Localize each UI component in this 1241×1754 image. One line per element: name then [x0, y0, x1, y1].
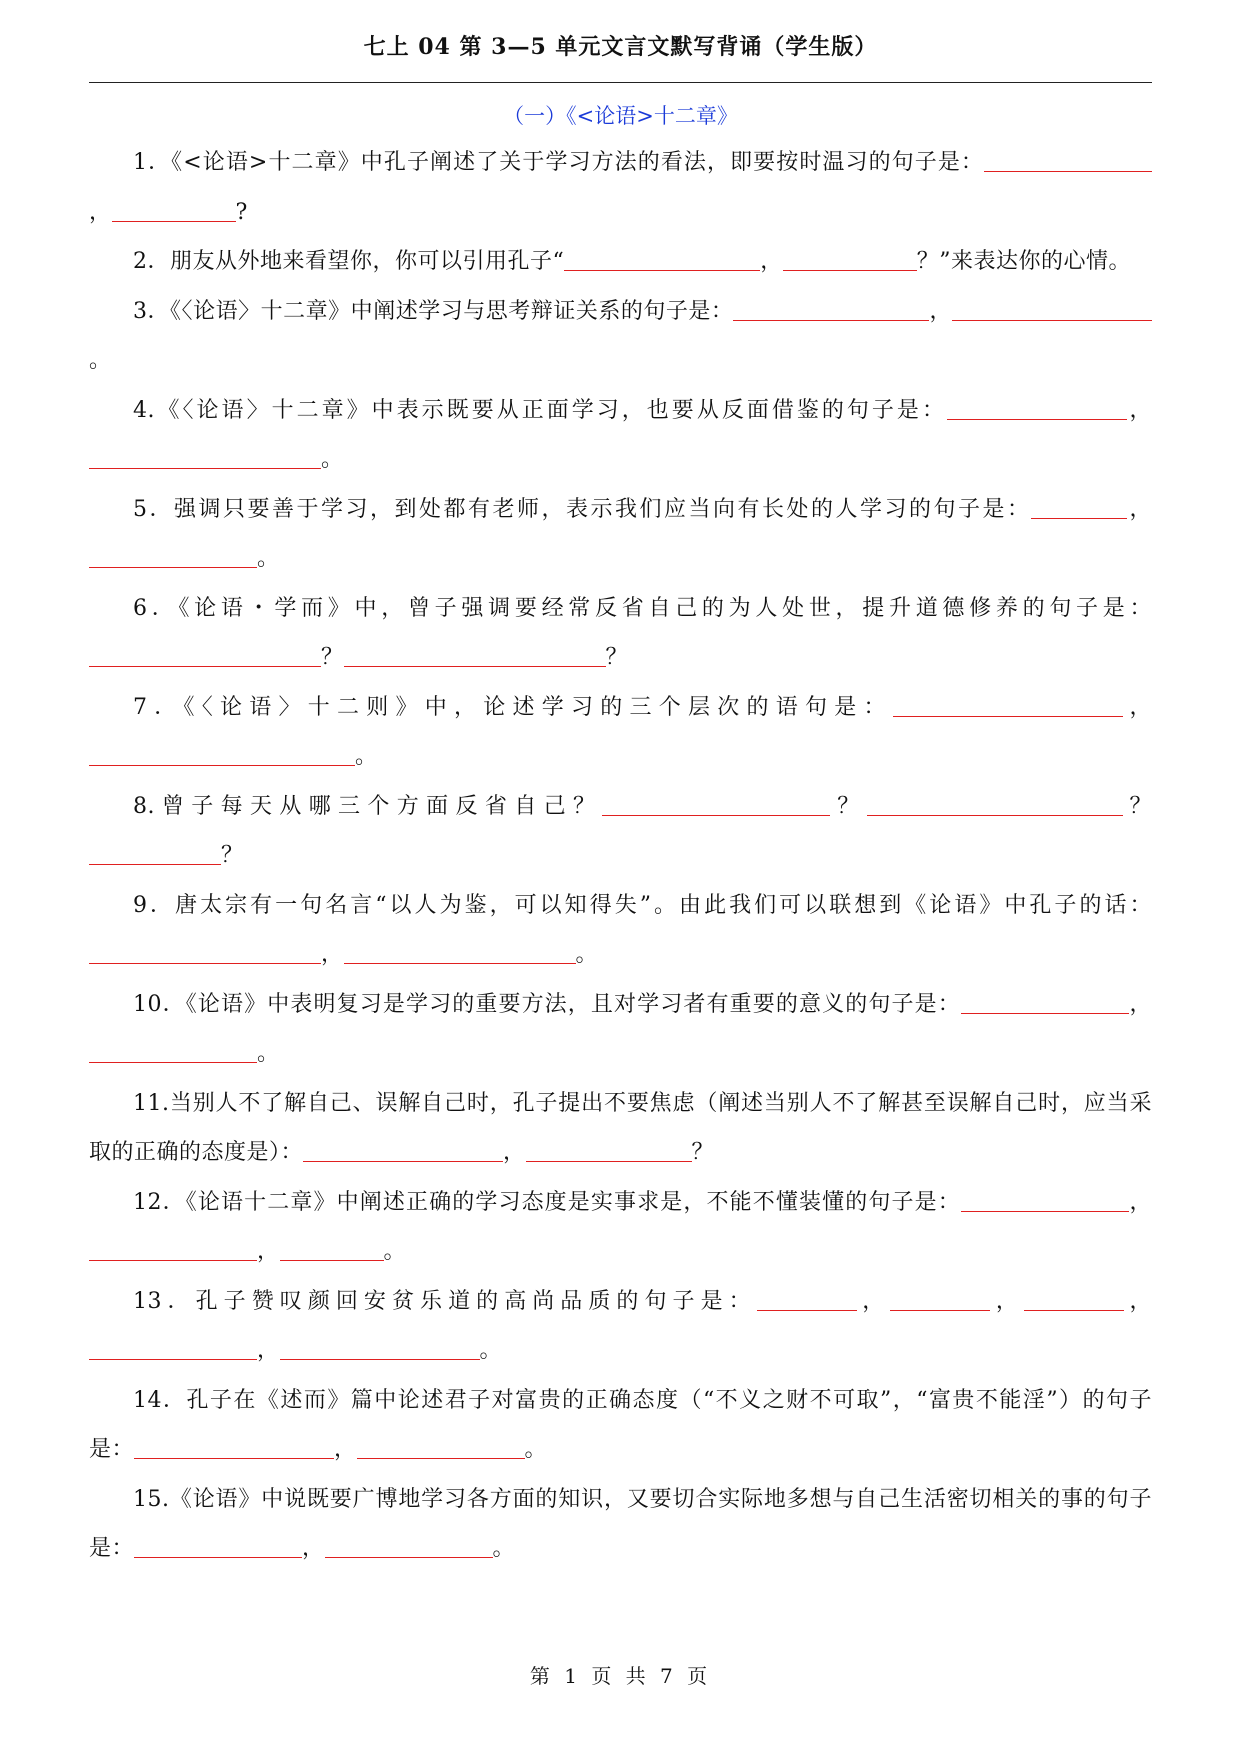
punctuation: 。 — [479, 1338, 503, 1363]
punctuation: 。 — [575, 942, 599, 967]
answer-blank[interactable] — [961, 991, 1129, 1014]
answer-blank[interactable] — [89, 941, 321, 964]
answer-blank[interactable] — [280, 1238, 384, 1261]
question-9 — [89, 881, 1152, 980]
question-number: 5． — [133, 496, 174, 522]
question-5 — [89, 485, 1152, 584]
question-number: 12． — [133, 1189, 186, 1215]
punctuation: ， — [89, 199, 112, 225]
punctuation: ， — [1127, 496, 1152, 522]
answer-blank[interactable] — [783, 248, 917, 271]
question-4 — [89, 386, 1152, 485]
answer-blank[interactable] — [947, 397, 1127, 420]
answer-blank[interactable] — [344, 644, 606, 667]
question-text: 《〈论语〉十二则》中，论述学习的三个层次的语句是： — [183, 694, 893, 720]
question-15 — [89, 1475, 1152, 1574]
question-list — [89, 138, 1152, 1574]
answer-blank[interactable] — [89, 446, 321, 469]
answer-blank[interactable] — [134, 1436, 334, 1459]
answer-blank[interactable] — [961, 1189, 1129, 1212]
question-7 — [89, 683, 1152, 782]
question-12 — [89, 1178, 1152, 1277]
punctuation: ， — [321, 942, 344, 967]
title-divider — [89, 82, 1152, 83]
answer-blank[interactable] — [325, 1535, 493, 1558]
punctuation: ， — [760, 249, 783, 274]
answer-blank[interactable] — [344, 941, 576, 964]
question-11 — [89, 1079, 1152, 1178]
punctuation: ， — [1128, 1189, 1152, 1215]
punctuation: 。 — [524, 1437, 548, 1462]
punctuation: ， — [302, 1536, 325, 1561]
page-number: 第 1 页 共 7 页 — [529, 1664, 712, 1688]
question-number: 3． — [133, 298, 171, 324]
punctuation: ？ — [830, 793, 867, 819]
punctuation: ？”来表达 — [916, 249, 1019, 274]
answer-blank[interactable] — [890, 1288, 990, 1311]
answer-blank[interactable] — [134, 1535, 302, 1558]
punctuation: ， — [1122, 694, 1152, 720]
question-text: 唐太宗有一句名言“以人为鉴，可以知得失”。由此我们可以联想到《论语》中孔子的话： — [175, 892, 1152, 918]
section-heading: （一）《<论语>十二章》 — [503, 104, 738, 128]
question-text: 孔子在《述而》篇中论述君子对富贵的正确态度（“不义之财不可取”，“富贵不能淫”）的句子是： — [89, 1387, 1152, 1462]
punctuation: ， — [503, 1140, 526, 1165]
question-number: 4. — [133, 397, 155, 423]
punctuation: 。 — [492, 1536, 516, 1561]
answer-blank[interactable] — [303, 1139, 503, 1162]
answer-blank[interactable] — [89, 743, 355, 766]
answer-blank[interactable] — [564, 248, 760, 271]
punctuation: ？ — [691, 1140, 715, 1165]
punctuation: 。 — [321, 447, 344, 472]
punctuation: 。 — [257, 1041, 280, 1066]
punctuation: ， — [929, 298, 952, 324]
answer-blank[interactable] — [357, 1436, 525, 1459]
answer-blank[interactable] — [757, 1288, 857, 1311]
question-number: 10． — [133, 991, 186, 1017]
question-2 — [89, 237, 1152, 287]
question-number: 9． — [133, 892, 176, 918]
question-13 — [89, 1277, 1152, 1376]
question-text: 《论语》中说既要广博地学习各方面的知识，又要切合实际地多想与自己生活密切相关的事的句子是： — [89, 1486, 1152, 1561]
punctuation: ？ — [605, 645, 629, 670]
punctuation: ， — [1126, 397, 1152, 423]
answer-blank[interactable] — [89, 545, 257, 568]
punctuation: 。 — [257, 546, 280, 571]
question-number: 8. — [133, 793, 155, 819]
answer-blank[interactable] — [733, 298, 929, 321]
question-text: 《〈论语〉十二章》中阐述学习与思考辩证关系的句子是： — [170, 298, 734, 324]
answer-blank[interactable] — [89, 1337, 257, 1360]
punctuation: ， — [1128, 991, 1152, 1017]
question-text: 《<论语>十二章》中孔子阐述了关于学习方法的看法，即要按时温习的句子是： — [171, 150, 985, 175]
answer-blank[interactable] — [89, 1040, 257, 1063]
question-number: 1． — [133, 150, 172, 175]
answer-blank[interactable] — [89, 1238, 257, 1261]
answer-blank[interactable] — [984, 149, 1152, 172]
punctuation: ， — [257, 1239, 280, 1264]
answer-blank[interactable] — [89, 644, 321, 667]
punctuation: ？ — [1122, 793, 1152, 819]
question-8 — [89, 782, 1152, 881]
question-number: 13． — [133, 1288, 196, 1314]
question-10 — [89, 980, 1152, 1079]
answer-blank[interactable] — [1031, 496, 1127, 519]
punctuation: 。 — [383, 1239, 407, 1264]
punctuation: 。 — [89, 348, 112, 373]
question-text: 朋友从外地来看望你，你可以引用孔子“ — [170, 249, 565, 274]
question-3 — [89, 287, 1152, 386]
question-number: 2． — [133, 249, 170, 274]
answer-blank[interactable] — [112, 199, 236, 222]
punctuation: ? — [235, 199, 248, 225]
question-text: 《〈论语〉十二章》中表示既要从正面学习，也要从反面借鉴的句子是： — [155, 397, 947, 423]
question-text: 孔子赞叹颜回安贫乐道的高尚品质的句子是： — [195, 1288, 757, 1314]
question-number: 6． — [133, 595, 179, 621]
answer-blank[interactable] — [952, 298, 1152, 321]
answer-blank[interactable] — [1024, 1288, 1124, 1311]
page-title: 七上 04 第 3—5 单元文言文默写背诵（学生版） — [363, 34, 878, 60]
question-14 — [89, 1376, 1152, 1475]
punctuation: 。 — [355, 744, 378, 769]
punctuation: ， — [856, 1288, 891, 1314]
question-number: 14． — [133, 1387, 187, 1413]
question-1 — [89, 138, 1152, 237]
question-text: 当别人不了解自己、误解自己时，孔子提出不要焦虑（阐述当别人不了解甚至误解自己时，应当采取的正确的态度是）： — [89, 1090, 1152, 1165]
question-number: 15. — [133, 1486, 170, 1512]
answer-blank[interactable] — [893, 694, 1123, 717]
question-number: 11. — [133, 1090, 170, 1116]
punctuation: ， — [1123, 1288, 1152, 1314]
answer-blank[interactable] — [280, 1337, 480, 1360]
question-text: 《论语十二章》中阐述正确的学习态度是实事求是，不能不懂装懂的句子是： — [185, 1189, 961, 1215]
question-text: 曾子每天从哪三个方面反省自己？ — [155, 793, 603, 819]
punctuation: ？ — [321, 645, 344, 670]
answer-blank[interactable] — [602, 793, 830, 816]
question-text: 《论语》中表明复习是学习的重要方法，且对学习者有重要的意义的句子是： — [185, 991, 961, 1017]
question-6 — [89, 584, 1152, 683]
answer-blank[interactable] — [867, 793, 1123, 816]
question-text: 《论语・学而》中，曾子强调要经常反省自己的为人处世，提升道德修养的句子是： — [178, 595, 1152, 621]
punctuation: ， — [334, 1437, 357, 1462]
answer-blank[interactable] — [89, 842, 221, 865]
punctuation: ， — [990, 1288, 1024, 1314]
punctuation: ， — [257, 1338, 280, 1363]
punctuation: ？ — [221, 843, 244, 868]
question-number: 7． — [133, 694, 184, 720]
question-text-tail: 你的心情。 — [1018, 249, 1132, 274]
answer-blank[interactable] — [526, 1139, 692, 1162]
question-text: 强调只要善于学习，到处都有老师，表示我们应当向有长处的人学习的句子是： — [174, 496, 1032, 522]
